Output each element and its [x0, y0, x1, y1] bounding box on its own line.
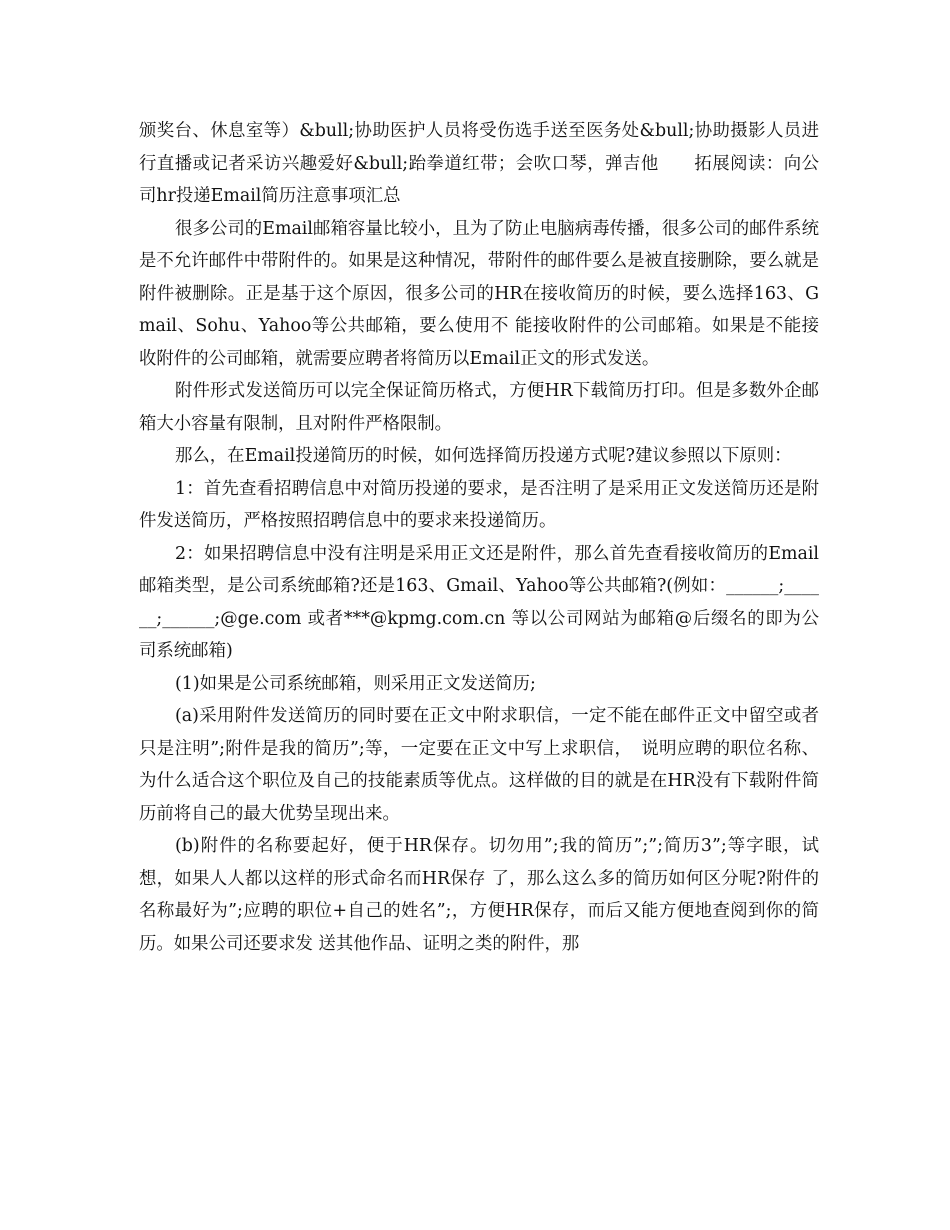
paragraph-email-capacity: 很多公司的Email邮箱容量比较小，且为了防止电脑病毒传播，很多公司的邮件系统是不允许邮件中带附件的。如果是这种情况，带附件的邮件要么是被直接删除，要么就是附件被删除。正是基于这个原因，很多公司的HR在接收简历的时候，要么选择163、Gmail、Sohu、Yahoo等公共邮箱，要么使用不 能接收附件的公司邮箱。如果是不能接收附件的公司邮箱，就需要应聘者将简历以Email正文的形式发送。 — [139, 218, 819, 369]
paragraph-rule-2: 2：如果招聘信息中没有注明是采用正文还是附件，那么首先查看接收简历的Email邮箱类型，是公司系统邮箱?还是163、Gmail、Yahoo等公共邮箱?(例如：______;______;______;@ge.com 或者***@kpmg.com.cn 等以公司网站为邮箱@后缀名的即为公司系统邮箱) — [139, 543, 819, 661]
document-body — [139, 115, 819, 960]
paragraph-continuation: 颁奖台、休息室等）&bull;协助医护人员将受伤选手送至医务处&bull;协助摄影人员进行直播或记者采访兴趣爱好&bull;跆拳道红带；会吹口琴，弹吉他 拓展阅读：向公司hr投递Email简历注意事项汇总 — [139, 121, 819, 206]
paragraph-rule-1: 1：首先查看招聘信息中对简历投递的要求，是否注明了是采用正文发送简历还是附件发送简历，严格按照招聘信息中的要求来投递简历。 — [139, 478, 819, 531]
paragraph-attachment-format: 附件形式发送简历可以完全保证简历格式，方便HR下载简历打印。但是多数外企邮箱大小容量有限制，且对附件严格限制。 — [139, 381, 819, 434]
paragraph-rule-2-b: (b)附件的名称要起好，便于HR保存。切勿用”;我的简历”;”;简历3”;等字眼，试想，如果人人都以这样的形式命名而HR保存 了，那么这么多的简历如何区分呢?附件的名称最好为”;应聘的职位+自己的姓名”;，方便HR保存，而后又能方便地查阅到你的简历。如果公司还要求发 送其他作品、证明之类的附件，那 — [139, 836, 819, 954]
paragraph-how-to-choose: 那么，在Email投递简历的时候，如何选择简历投递方式呢?建议参照以下原则： — [175, 446, 792, 466]
paragraph-rule-2-1: (1)如果是公司系统邮箱，则采用正文发送简历; — [175, 673, 536, 694]
paragraph-rule-2-a: (a)采用附件发送简历的同时要在正文中附求职信，一定不能在邮件正文中留空或者只是注明”;附件是我的简历”;等，一定要在正文中写上求职信， 说明应聘的职位名称、为什么适合这个职位及自己的技能素质等优点。这样做的目的就是在HR没有下载附件简历前将自己的最大优势呈现出来。 — [139, 706, 819, 824]
